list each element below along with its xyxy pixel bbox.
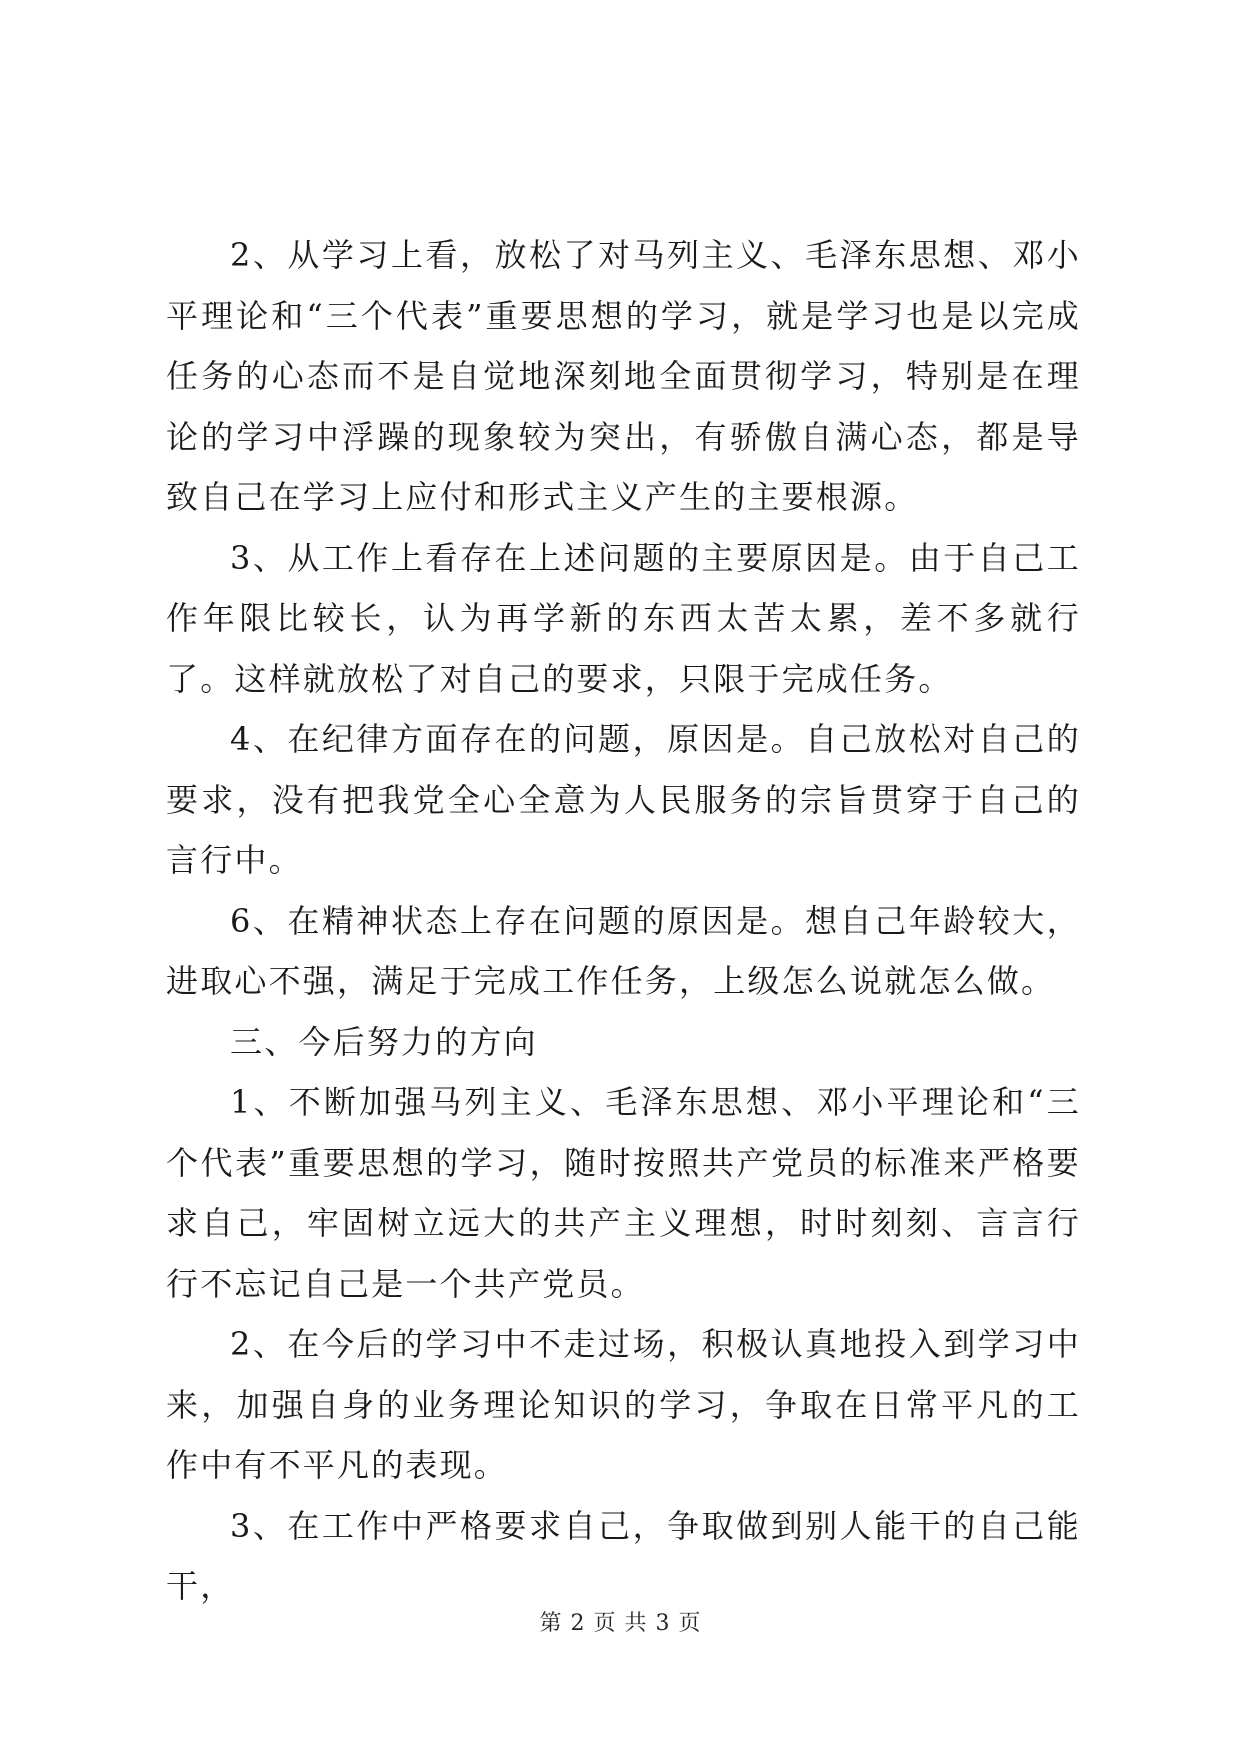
page-number-footer: 第 2 页 共 3 页 (539, 1611, 702, 1636)
paragraph-discipline-cause: 4、在纪律方面存在的问题，原因是。自己放松对自己的要求，没有把我党全心全意为人民服务的宗旨贯穿于自己的言行中。 (166, 720, 1081, 879)
paragraph-work-cause: 3、从工作上看存在上述问题的主要原因是。由于自己工作年限比较长，认为再学新的东西太苦太累，差不多就行了。这样就放松了对自己的要求，只限于完成任务。 (166, 538, 1081, 698)
paragraph-direction-2: 2、在今后的学习中不走过场，积极认真地投入到学习中来，加强自身的业务理论知识的学习，争取在日常平凡的工作中有不平凡的表现。 (166, 1325, 1081, 1484)
paragraph-study-cause: 2、从学习上看，放松了对马列主义、毛泽东思想、邓小平理论和“三个代表”重要思想的学习，就是学习也是以完成任务的心态而不是自觉地深刻地全面贯彻学习，特别是在理论的学习中浮躁的现象较为突出，有骄傲自满心态，都是导致自己在学习上应付和形式主义产生的主要根源。 (166, 236, 1081, 516)
section-heading-future-direction: 三、今后努力的方向 (230, 1022, 538, 1061)
paragraph-direction-3: 3、在工作中严格要求自己，争取做到别人能干的自己能干， (166, 1506, 1081, 1605)
document-body (166, 225, 1081, 1617)
paragraph-direction-1: 1、不断加强马列主义、毛泽东思想、邓小平理论和“三个代表”重要思想的学习，随时按照共产党员的标准来严格要求自己，牢固树立远大的共产主义理想，时时刻刻、言言行行不忘记自己是一个共产党员。 (166, 1083, 1081, 1303)
paragraph-spirit-cause: 6、在精神状态上存在问题的原因是。想自己年龄较大，进取心不强，满足于完成工作任务，上级怎么说就怎么做。 (166, 901, 1081, 1000)
